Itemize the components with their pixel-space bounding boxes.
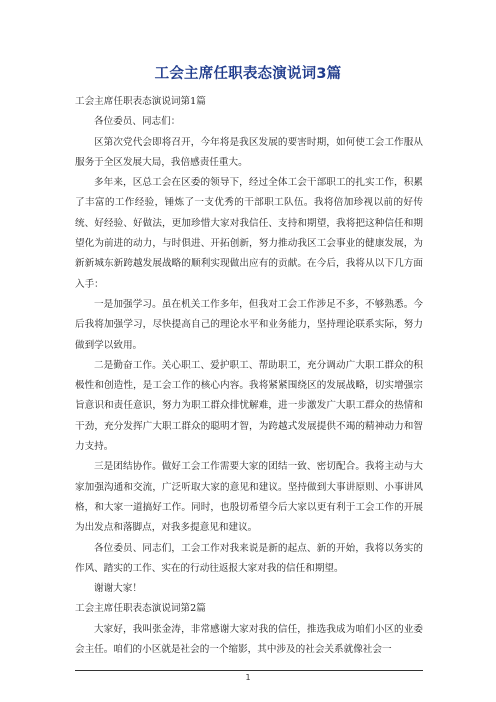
- closing: 谢谢大家！: [94, 583, 142, 595]
- paragraph: 一是加强学习。虽在机关工作多年，但我对工会工作涉足不多，不够熟悉。今后我将加强学习，尽快提高自己的理论水平和业务能力，坚持理论联系实际，努力做到学以致用。: [75, 298, 423, 351]
- document-body: [75, 92, 423, 660]
- paragraph: 多年来，区总工会在区委的领导下，经过全体工会干部职工的扎实工作，积累了丰富的工作经验，锤炼了一支优秀的干部职工队伍。我将倍加珍视以前的好传统、好经验、好做法，更加珍惜大家对我信任、支持和期望，我将把这种信任和期望化为前进的动力，与时俱进、开拓创新，努力推动我区工会事业的健康发展，为新新城东新跨越发展战略的顺利实现做出应有的贡献。在今后，我将从以下几方面入手：: [75, 177, 423, 290]
- section-heading-2: 工会主席任职表态演说词第2篇: [75, 603, 206, 615]
- paragraph: 大家好，我叫张金涛，非常感谢大家对我的信任，推选我成为咱们小区的业委会主任。咱们的小区就是社会的一个缩影，其中涉及的社会关系就像社会一: [75, 623, 423, 656]
- paragraph: 二是勤奋工作。关心职工、爱护职工、帮助职工，充分调动广大职工群众的积极性和创造性，是工会工作的核心内容。我将紧紧围绕区的发展战略，切实增强宗旨意识和责任意识，努力为职工群众排忧解难，进一步激发广大职工群众的热情和干劲，充分发挥广大职工群众的聪明才智，为跨越式发展提供不竭的精神动力和智力支持。: [75, 359, 423, 453]
- page-number: 1: [245, 673, 251, 682]
- paragraph: 三是团结协作。做好工会工作需要大家的团结一致、密切配合。我将主动与大家加强沟通和交流，广泛听取大家的意见和建议。坚持做到大事讲原则、小事讲风格，和大家一道搞好工作。同时，也殷切希望今后大家以更有利于工会工作的开展为出发点和落脚点，对我多提意见和建议。: [75, 461, 423, 534]
- footer-divider: [75, 670, 423, 671]
- section-heading-1: 工会主席任职表态演说词第1篇: [75, 96, 206, 107]
- paragraph: 各位委员、同志们，工会工作对我来说是新的起点、新的开始，我将以务实的作风、踏实的工作、实在的行动往返报大家对我的信任和期望。: [75, 542, 423, 574]
- salutation: 各位委员、同志们：: [94, 116, 181, 128]
- paragraph: 区第次党代会即将召开，今年将是我区发展的要害时期，如何使工会工作服从服务于全区发展大局，我倍感责任重大。: [75, 136, 423, 168]
- document-title: 工会主席任职表态演说词3篇: [154, 66, 342, 82]
